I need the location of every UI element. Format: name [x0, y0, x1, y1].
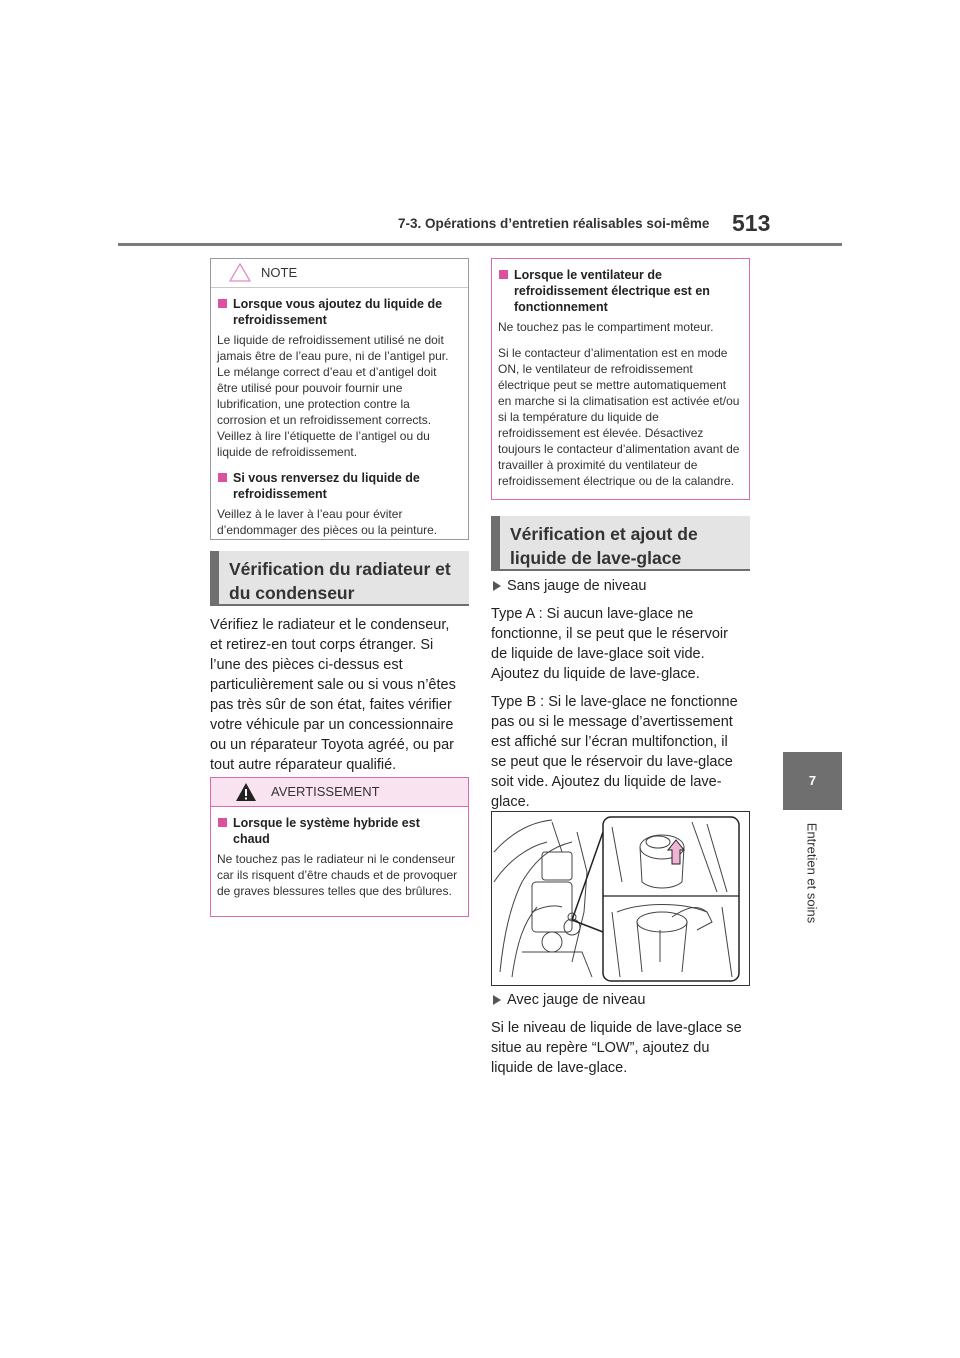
- washer-content-bottom: [491, 990, 746, 1086]
- radiator-paragraph-block: [210, 615, 465, 783]
- warning-box: [210, 777, 469, 917]
- type-b-paragraph: Type B : Si le lave-glace ne fonctionne pas ou si le message d’avertissement est affiché sur l’écran multifonction, il se peut que le réservoir du lave-glace soit vide. Ajoutez du liquide de lave-glace.: [491, 694, 738, 810]
- radiator-paragraph: Vérifiez le radiateur et le condenseur, et retirez-en tout corps étranger. Si l’une des pièces ci-dessus est particulièrement sale ou si vous n’êtes pas très sûr de son état, faites vérifier votre véhicule par un concessionnaire ou un réparateur Toyota agréé, ou par tout autre réparateur qualifié.: [210, 617, 456, 773]
- section-header-title: 7-3. Opérations d’entretien réalisables soi-même: [398, 216, 710, 231]
- gauge-paragraph: Si le niveau de liquide de lave-glace se situe au repère “LOW”, ajoutez du liquide de lave-glace.: [491, 1020, 742, 1076]
- type-a-paragraph: Type A : Si aucun lave-glace ne fonctionne, il se peut que le réservoir de liquide de lave-glace soit vide. Ajoutez du liquide de lave-glace.: [491, 606, 728, 682]
- note-box-title: NOTE: [261, 265, 298, 280]
- note-item-heading: Si vous renversez du liquide de refroidissement: [217, 470, 460, 502]
- warning-item-text: Ne touchez pas le radiateur ni le condenseur car ils risquent d’être chauds et de provoquer de graves blessures telles que des brûlures.: [217, 852, 458, 898]
- chapter-label: [770, 818, 854, 928]
- bullet-no-gauge: Sans jauge de niveau: [491, 576, 746, 596]
- radiator-section-heading: [210, 551, 469, 606]
- warning-item-text: Si le contacteur d’alimentation est en mode ON, le ventilateur de refroidissement électrique peut se mettre automatiquement en marche si la climatisation est activée et/ou si la température du liquide de refroidissement est élevée. Désactivez toujours le contacteur d’alimentation avant de travailler à proximité du ventilateur de refroidissement électrique ou de la calandre.: [498, 346, 740, 488]
- chapter-label-text: Entretien et soins: [804, 822, 820, 924]
- bullet-with-gauge: Avec jauge de niveau: [491, 990, 746, 1010]
- note-item-heading: Lorsque vous ajoutez du liquide de refroidissement: [217, 296, 460, 328]
- caution-triangle-icon: [229, 263, 251, 282]
- washer-content-top: [491, 576, 746, 820]
- radiator-section-title: Vérification du radiateur et du condenseur: [229, 559, 451, 603]
- warning-item-heading: Lorsque le ventilateur de refroidissement électrique est en fonctionnement: [498, 267, 741, 315]
- washer-section-title: Vérification et ajout de liquide de lave-glace: [510, 524, 698, 568]
- washer-section-heading: [491, 516, 750, 571]
- header-divider: [118, 243, 842, 246]
- engine-bay-drawing: [492, 812, 749, 985]
- warning-box-continued: [491, 258, 750, 500]
- note-item-text: Le liquide de refroidissement utilisé ne doit jamais être de l’eau pure, ni de l’antigel pur. Le mélange correct d’eau et d’antigel doit être utilisé pour pouvoir fournir une lubrification, une protection contre la corrosion et un refroidissement corrects. Veillez à lire l’étiquette de l’antigel ou du liquide de refroidissement.: [217, 333, 449, 459]
- note-item-text: Veillez à le laver à l’eau pour éviter d’endommager des pièces ou la peinture.: [217, 507, 438, 537]
- warning-triangle-icon: [235, 782, 257, 802]
- warning-item-heading: Lorsque le système hybride est chaud: [217, 815, 460, 847]
- note-box: [210, 258, 469, 540]
- warning-box-title: AVERTISSEMENT: [271, 784, 380, 799]
- chapter-tab: 7: [783, 752, 842, 810]
- warning-item-text: Ne touchez pas le compartiment moteur.: [498, 320, 714, 334]
- page-number: 513: [732, 210, 771, 236]
- note-box-header: [211, 259, 468, 288]
- warning-box-header: [211, 778, 468, 807]
- washer-reservoir-illustration: [491, 811, 750, 986]
